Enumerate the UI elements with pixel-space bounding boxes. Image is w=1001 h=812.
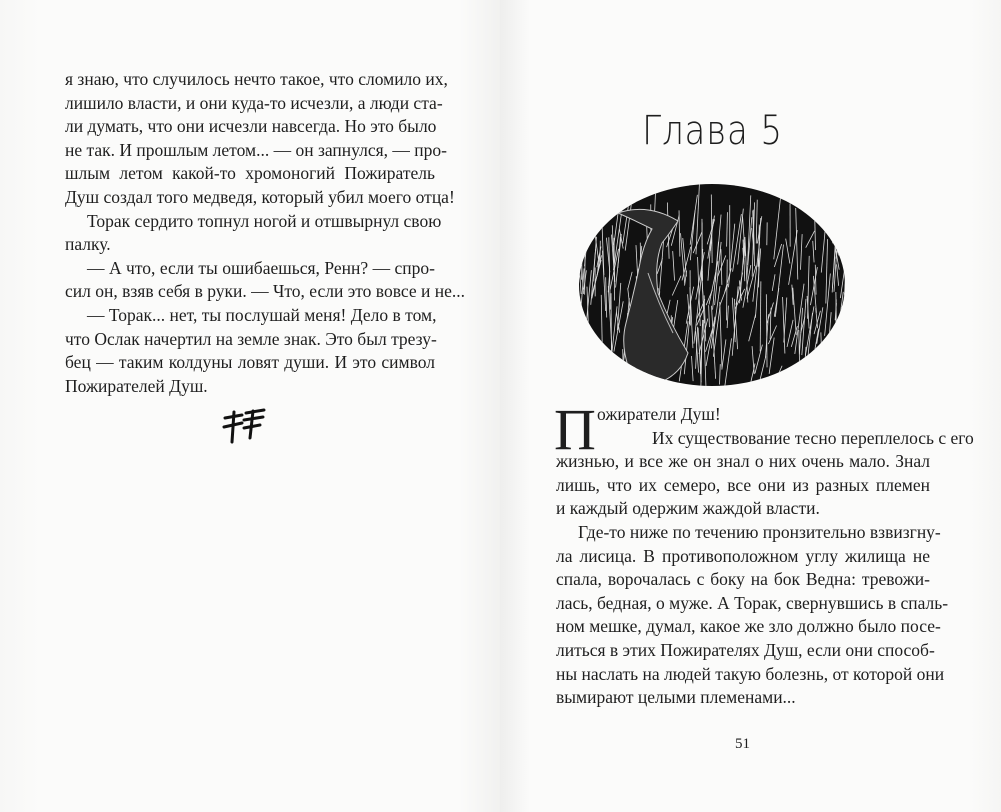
reed-stroke: [835, 191, 838, 256]
text-line: лась, бедная, о муже. А Торак, свернувшись в спаль-: [556, 592, 949, 613]
text-line: лишило власти, и они куда-то исчезли, а люди ста-: [65, 92, 443, 113]
text-line: Пожирателей Душ.: [65, 375, 208, 396]
text-line: ны наслать на людей такую болезнь, от которой они: [556, 663, 945, 684]
heron-illustration: [578, 183, 846, 388]
text-line: Торак сердито топнул ногой и отшвырнул свою: [87, 210, 442, 231]
left-page-text: [65, 68, 465, 398]
text-line: литься в этих Пожирателях Душ, если они способ-: [556, 639, 935, 660]
text-line: Их существование тесно переплелось с его: [652, 427, 974, 448]
text-line: ла лисица. В противоположном углу жилища не: [556, 545, 930, 566]
chapter-title: Глава 5: [642, 108, 783, 154]
text-line: — Торак... нет, ты послушай меня! Дело в том,: [87, 304, 437, 325]
drop-cap: П: [554, 397, 596, 462]
text-line: бец — таким колдуны ловят души. И это символ: [65, 352, 435, 373]
reed-stroke: [595, 355, 598, 375]
text-line: палку.: [65, 234, 111, 255]
text-line: что Ослак начертил на земле знак. Это был трезу-: [65, 328, 437, 349]
text-line: сил он, взяв себя в руки. — Что, если это вовсе и не...: [65, 281, 465, 302]
reed-stroke: [816, 347, 825, 385]
reed-stroke: [821, 344, 823, 363]
reed-stroke: [585, 245, 586, 295]
reed-stroke: [844, 235, 846, 307]
text-line: шлым летом какой-то хромоногий Пожиратель: [65, 163, 435, 184]
page-number: 51: [735, 736, 750, 752]
text-line: и каждый одержим жаждой власти.: [556, 498, 820, 519]
reed-stroke: [836, 348, 838, 377]
text-line: ли думать, что они исчезли навсегда. Но это было: [65, 116, 437, 137]
right-page-text: [554, 397, 974, 710]
trident-rune-icon: [220, 408, 270, 444]
reed-stroke: [653, 377, 657, 388]
text-line: спала, ворочалась с боку на бок Ведна: тревожи-: [556, 569, 930, 590]
text-line: ном мешке, думал, какое же зло должно было посе-: [556, 616, 941, 637]
text-line: не так. И прошлым летом... — он запнулся, — про-: [65, 139, 447, 160]
text-line: Где-то ниже по течению пронзительно взвизгну-: [578, 521, 941, 542]
text-line: лишь, что их семеро, все они из разных племен: [556, 474, 930, 495]
text-line: жизнью, и все же он знал о них очень мало. Знал: [556, 451, 930, 472]
reed-stroke: [840, 223, 845, 244]
text-line: Душ создал того медведя, который убил моего отца!: [65, 186, 455, 207]
left-page: [0, 0, 500, 812]
text-line: вымирают целыми племенами...: [556, 687, 796, 708]
text-line: ожиратели Душ!: [597, 404, 721, 424]
reed-stroke: [836, 360, 839, 388]
text-line: — А что, если ты ошибаешься, Ренн? — спро-: [87, 257, 435, 278]
text-line: я знаю, что случилось нечто такое, что сломило их,: [65, 69, 448, 89]
reed-stroke: [578, 337, 579, 388]
reed-stroke: [836, 215, 844, 259]
